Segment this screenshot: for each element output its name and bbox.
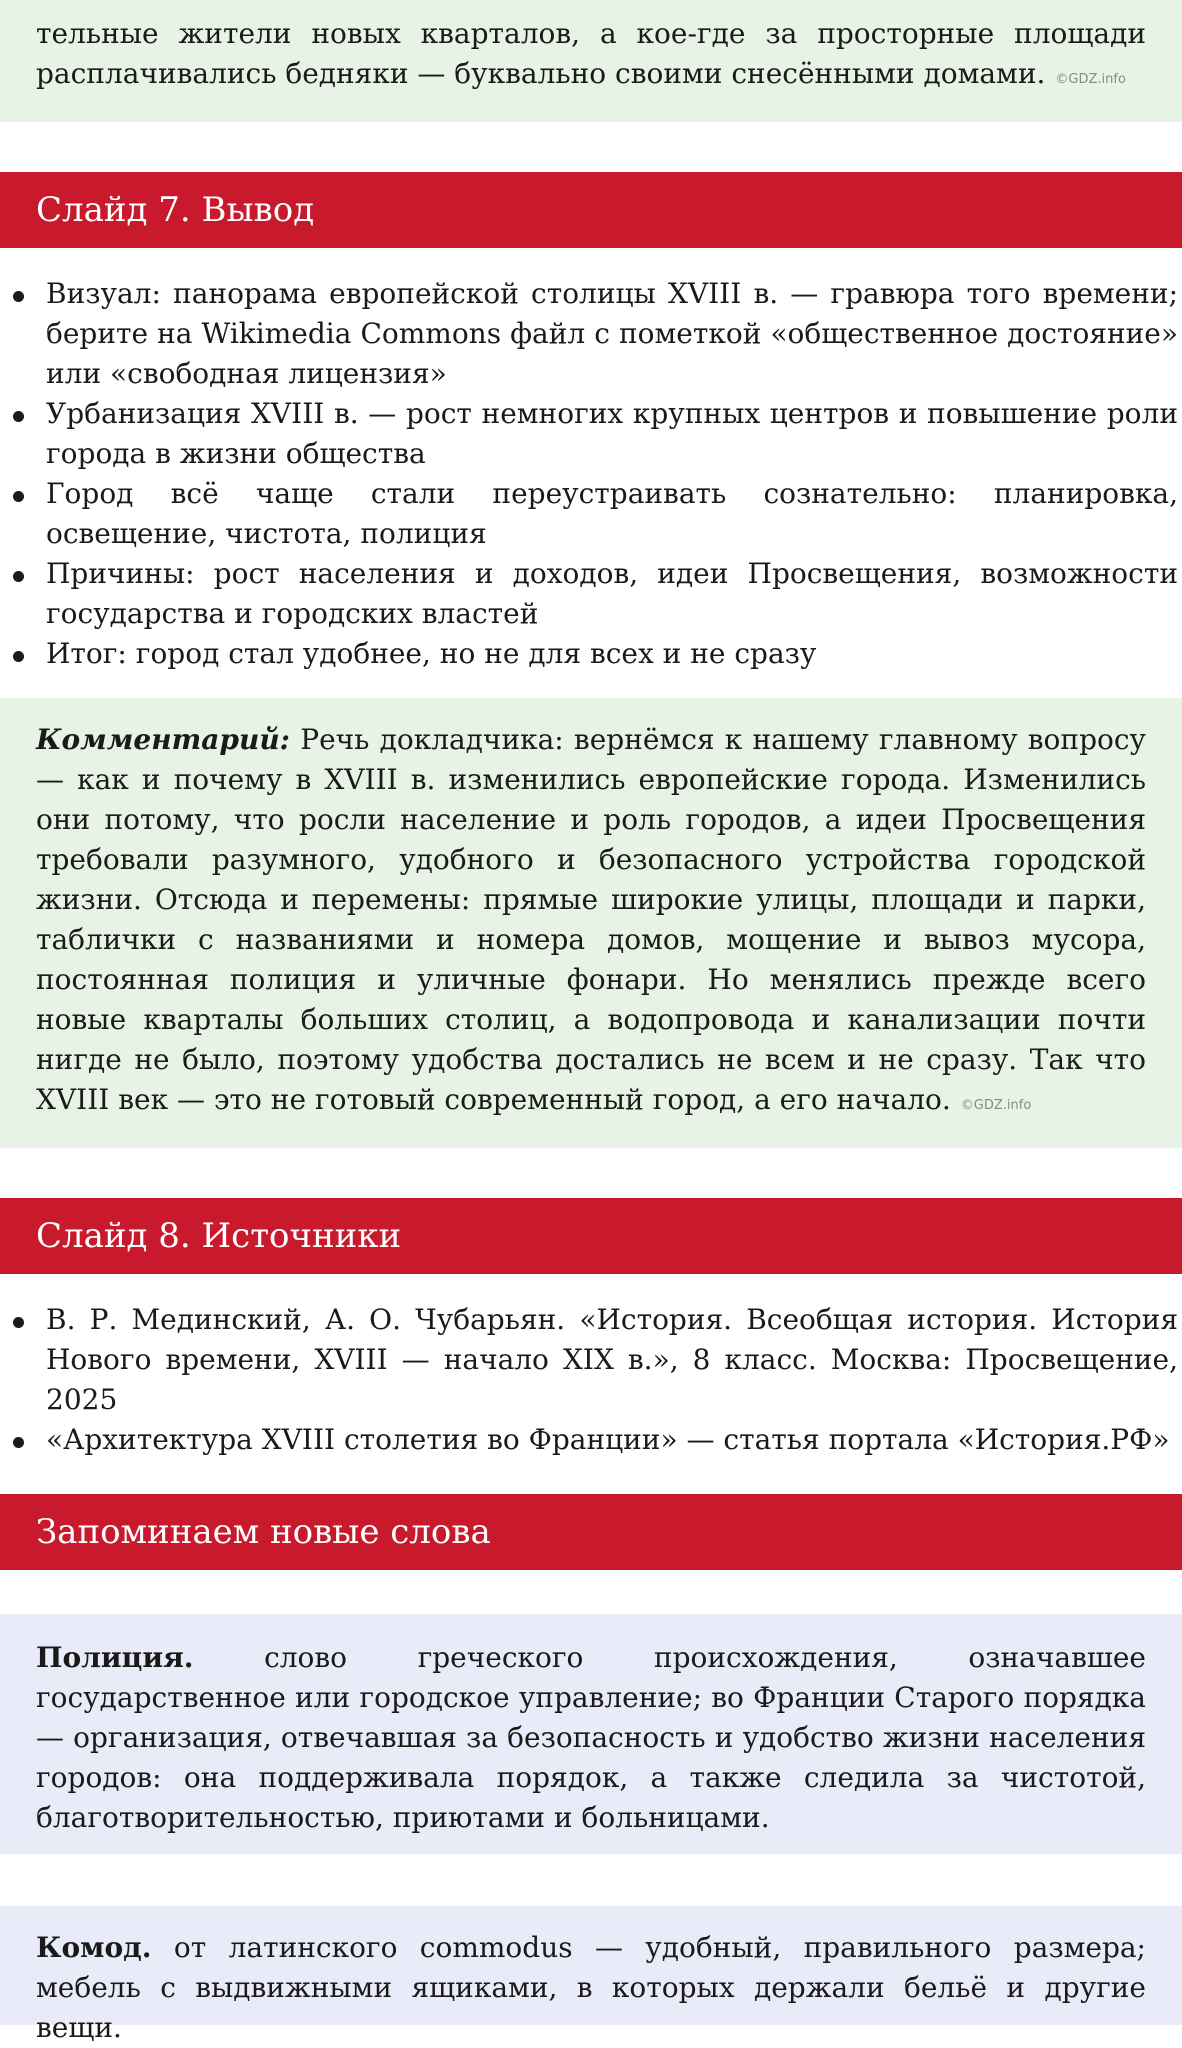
- comment-box: [0, 698, 1182, 1148]
- list-item: Город всё чаще стали переустраивать сознательно: планировка, освещение, чистота, полиция: [0, 474, 1182, 554]
- watermark: ©GDZ.info: [1055, 72, 1126, 87]
- list-item: Визуал: панорама европейской столицы XVIII в. — гравюра того времени; берите на Wikimedia Commons файл с пометкой «общественное достояние» или «свободная лицензия»: [0, 274, 1182, 394]
- list-item: Итог: город стал удобнее, но не для всех и не сразу: [0, 634, 1182, 674]
- list-item: Урбанизация XVIII в. — рост немногих крупных центров и повышение роли города в жизни общества: [0, 394, 1182, 474]
- slide8-bullet-list: [0, 1300, 1182, 1460]
- vocab-definition: слово греческого происхождения, означавшее государственное или городское управление; во Франции Старого порядка — организация, отвечавшая за безопасность и удобство жизни населения городов: она поддерживала порядок, а также следила за чистотой, благотворительностью, приютами и больницами.: [36, 1641, 1147, 1834]
- vocab-header: [0, 1494, 1182, 1570]
- list-item: В. Р. Мединский, А. О. Чубарьян. «История. Всеобщая история. История Нового времени, XVIII — начало XIX в.», 8 класс. Москва: Просвещение, 2025: [0, 1300, 1182, 1420]
- comment-label: Комментарий:: [36, 723, 291, 756]
- list-item: Причины: рост населения и доходов, идеи Просвещения, возможности государства и городских властей: [0, 554, 1182, 634]
- vocab-term: Полиция.: [36, 1641, 194, 1674]
- slide7-header: [0, 172, 1182, 248]
- comment-text: Речь докладчика: вернёмся к нашему главному вопросу — как и почему в XVIII в. изменились европейские города. Изменились они потому, что росли население и роль городов, а идеи Просвещения требовали разумного, удобного и безопасного устройства городской жизни. Отсюда и перемены: прямые широкие улицы, площади и парки, таблички с названиями и номера домов, мощение и вывоз мусора, постоянная полиция и уличные фонари. Но менялись прежде всего новые кварталы больших столиц, а водопровода и канализации почти нигде не было, поэтому удобства достались не всем и не сразу. Так что XVIII век — это не готовый современный город, а его начало.: [36, 723, 1147, 1116]
- vocab-definition: от латинского commodus — удобный, правильного размера; мебель с выдвижными ящиками, в которых держали бельё и другие вещи.: [36, 1931, 1146, 2044]
- vocab-term-box: [0, 1614, 1182, 1854]
- slide7-bullet-list: [0, 274, 1182, 674]
- vocab-term: Комод.: [36, 1931, 152, 1964]
- slide8-header: [0, 1198, 1182, 1274]
- intro-box: [0, 0, 1182, 122]
- slide8-title: Слайд 8. Источники: [36, 1216, 402, 1256]
- vocab-title: Запоминаем новые слова: [36, 1512, 491, 1552]
- intro-text: тельные жители новых кварталов, а кое-где за просторные площади расплачивались бедняки — буквально своими снесёнными домами.: [36, 17, 1146, 90]
- watermark: ©GDZ.info: [960, 1098, 1032, 1113]
- slide7-title: Слайд 7. Вывод: [36, 190, 315, 230]
- list-item: «Архитектура XVIII столетия во Франции» — статья портала «История.РФ»: [0, 1420, 1182, 1460]
- vocab-term-box: [0, 1906, 1182, 2044]
